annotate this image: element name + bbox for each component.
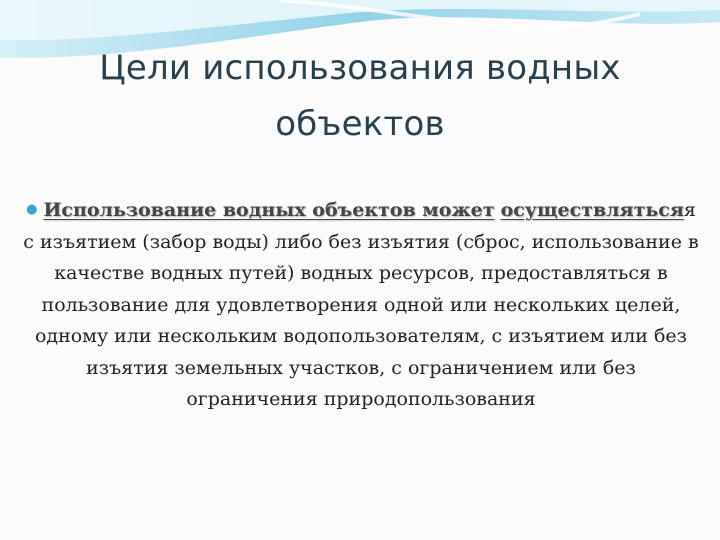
bullet-paragraph: [22, 194, 700, 416]
emphasis-text-2: осуществляться: [500, 199, 684, 221]
title-line-1: Цели использования водных: [99, 48, 621, 88]
slide-title: [50, 40, 670, 152]
emphasis-text: Использование водных объектов может: [43, 199, 495, 221]
body-text: я с изъятием (забор воды) либо без изъятия (сброс, использование в качестве водных путей) водных ресурсов, предоставляться в пользование для удовлетворения одной или нескольких целей, одному или нескольким водопользователям, с изъятием или без изъятия земельных участков, с ограничением или без ограничения природопользования: [23, 199, 699, 410]
bullet-dot-icon: ●: [26, 202, 38, 217]
title-line-2: объектов: [275, 104, 445, 144]
